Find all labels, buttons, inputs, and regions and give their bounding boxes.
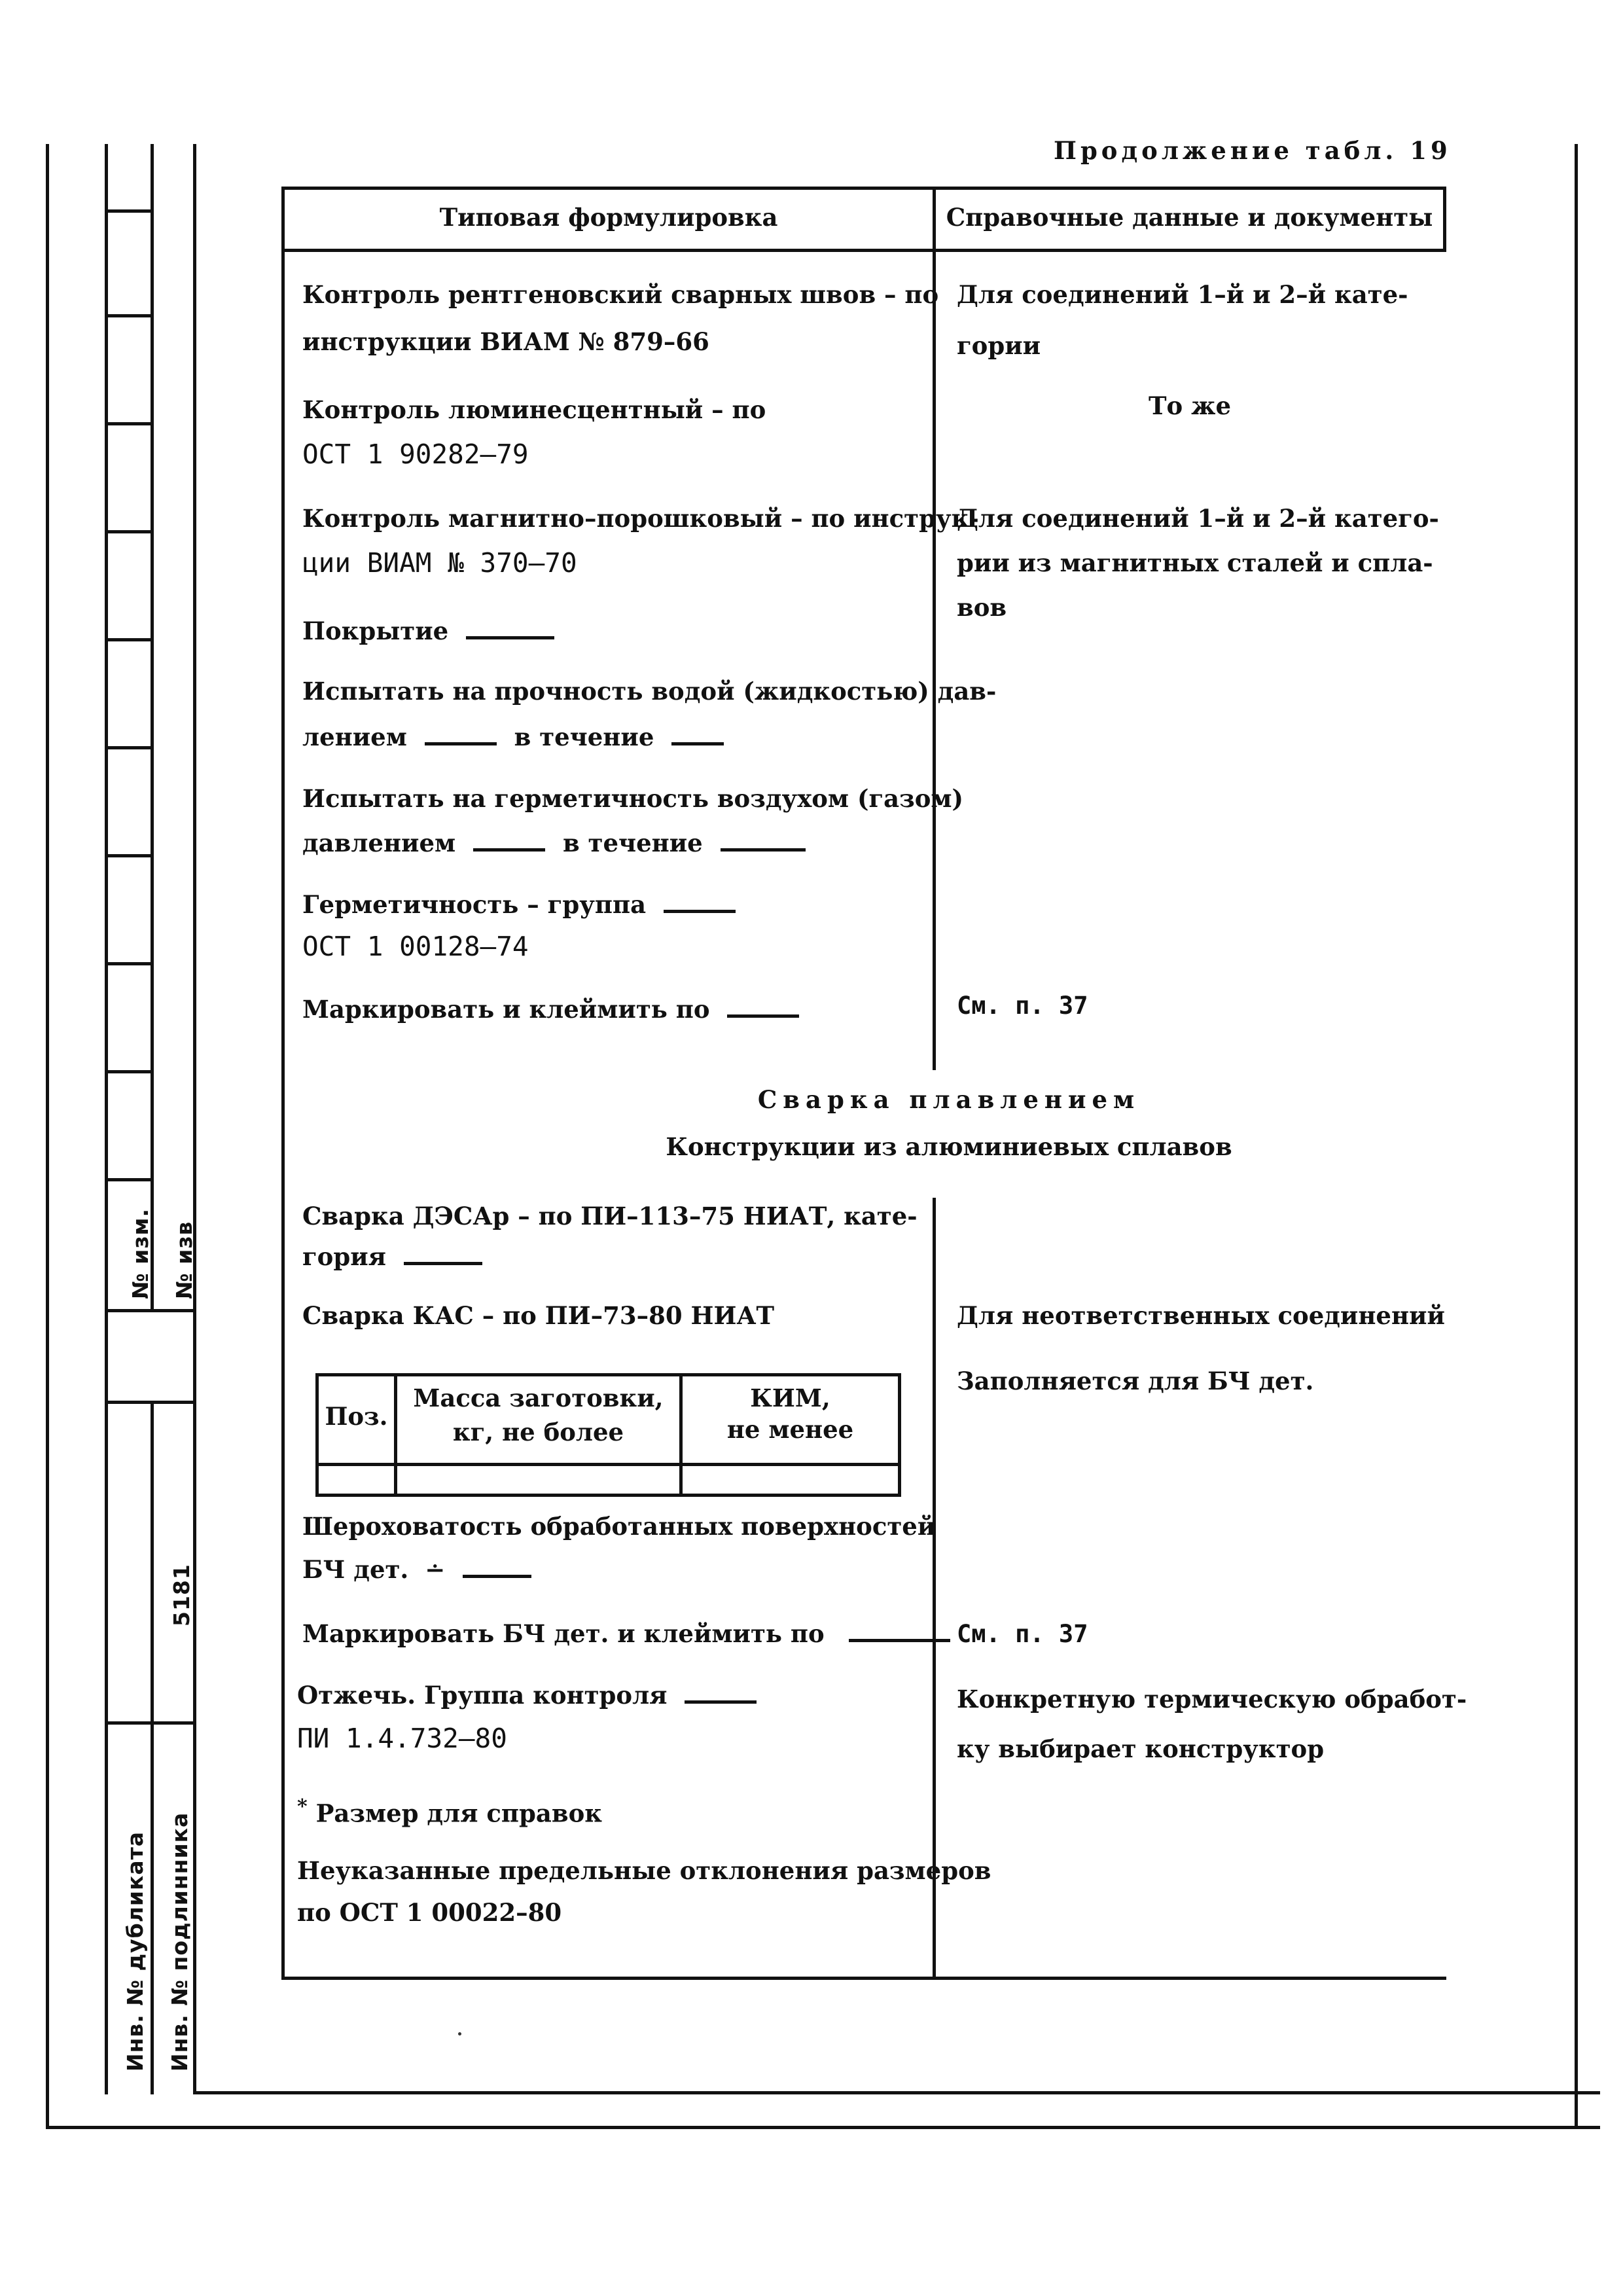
r8-text: Маркировать и клеймить по: [302, 995, 710, 1024]
r13-text: Отжечь. Группа контроля: [297, 1681, 668, 1710]
r5-text-b: в течение: [514, 723, 654, 751]
r1-line2: [302, 329, 709, 355]
r12-line1: [302, 1621, 950, 1647]
table-bottom-line: [281, 1977, 1446, 1980]
r2-ref: То же: [1149, 391, 1231, 420]
margin-divider: [105, 854, 154, 857]
r7-line1: [302, 891, 736, 918]
section-subtitle: Конструкции из алюминиевых сплавов: [666, 1132, 1232, 1161]
table-col-divider: [933, 187, 936, 1070]
r2-line2: ОСТ 1 90282–79: [302, 439, 529, 470]
frame-bottom-line: [193, 2091, 1600, 2094]
mass-table-bottom: [315, 1494, 901, 1497]
margin-label-inv-dubl: Инв. № дубликата: [122, 1831, 148, 2072]
stray-dot: [458, 2032, 461, 2036]
r1-ref2: гории: [957, 331, 1041, 360]
margin-label-izv: № изв: [171, 1221, 197, 1299]
r5-text-a: лением: [302, 723, 407, 751]
r9-blank: [404, 1255, 482, 1265]
r13-line2: ПИ 1.4.732–80: [297, 1723, 507, 1754]
r11-line2: [302, 1556, 531, 1583]
frame-inner-left-line: [193, 144, 196, 2094]
margin-divider: [105, 638, 154, 641]
r15-line2: [297, 1899, 562, 1926]
margin-col-line: [151, 144, 154, 1309]
margin-divider: [105, 422, 154, 425]
r6-blank-b: [721, 842, 806, 852]
r7-text: Герметичность – группа: [302, 890, 647, 919]
r10-ref: Для неответственных соединений: [957, 1301, 1445, 1330]
mass-col-pos: Поз.: [325, 1402, 388, 1431]
header-left-cell: Типовая формулировка: [439, 203, 778, 232]
margin-divider: [105, 962, 154, 965]
table-left-line: [281, 187, 285, 1980]
r11-blank: [463, 1568, 531, 1578]
margin-col-line: [105, 1296, 108, 2094]
r6-text-b: в течение: [562, 829, 703, 857]
r5-blank-a: [425, 736, 497, 745]
margin-divider: [105, 530, 154, 533]
mass-col-mass-line1: Масса заготовки,: [413, 1384, 664, 1412]
r9-line2: [302, 1244, 482, 1270]
r4-line1: [302, 618, 554, 645]
r2-line1: Контроль люминесцентный – по: [302, 395, 766, 424]
r8-ref-text: См. п. 37: [957, 992, 1088, 1020]
r3-ref2: рии из магнитных сталей и спла-: [957, 548, 1433, 577]
margin-col-line: [105, 144, 108, 1309]
margin-label-izm: № изм.: [128, 1208, 153, 1299]
r15-text: по ОСТ 1 00022–80: [297, 1898, 562, 1927]
margin-divider: [105, 1070, 154, 1073]
r8-blank: [727, 1008, 799, 1018]
r3-line1: Контроль магнитно–порошковый – по инструк-: [302, 504, 979, 533]
roughness-symbol-icon: ∸: [425, 1555, 446, 1584]
r3-ref1: Для соединений 1–й и 2–й катего-: [957, 504, 1439, 533]
table-top-line: [281, 187, 1446, 190]
r11-line1: Шероховатость обработанных поверхностей: [302, 1512, 936, 1541]
r11-text: БЧ дет.: [302, 1555, 409, 1584]
margin-divider: [105, 746, 154, 749]
mass-table-mid: [315, 1463, 901, 1466]
r12-blank: [849, 1632, 950, 1642]
r3-line2: ции ВИАМ № 370–70: [302, 547, 577, 579]
frame-right-line: [1575, 144, 1578, 2127]
r13-ref2: ку выбирает конструктор: [957, 1734, 1325, 1763]
mass-col-kim-line1: КИМ,: [750, 1384, 830, 1412]
r9-line1: [302, 1203, 918, 1230]
frame-outer-bottom-line: [46, 2126, 1600, 2129]
margin-divider: [105, 1721, 196, 1725]
r7-line2: ОСТ 1 00128–74: [302, 931, 529, 962]
r1-line1: Контроль рентгеновский сварных швов – по: [302, 280, 939, 309]
r4-text: Покрытие: [302, 617, 449, 645]
r3-ref3: вов: [957, 593, 1007, 622]
table-right-line: [1443, 187, 1446, 252]
margin-divider: [105, 314, 154, 317]
mass-col-mass-line2: кг, не более: [452, 1418, 624, 1446]
margin-col-line: [151, 1401, 154, 2094]
r5-blank-b: [671, 736, 724, 745]
r5-line2: [302, 724, 724, 751]
r14-text: Размер для справок: [315, 1799, 602, 1828]
margin-divider: [105, 1401, 196, 1404]
r15-line1: Неуказанные предельные отклонения размеров: [297, 1856, 991, 1885]
r12-ref: [957, 1621, 1088, 1648]
r12-ref-text: См. п. 37: [957, 1620, 1088, 1648]
header-right-cell: Справочные данные и документы: [946, 203, 1433, 232]
r10-line1: Сварка КАС – по ПИ–73–80 НИАТ: [302, 1301, 775, 1330]
table-header-bottom-line: [281, 249, 1446, 252]
mass-table-left: [315, 1373, 319, 1497]
margin-divider: [105, 209, 154, 213]
margin-divider: [105, 1178, 154, 1181]
r4-blank: [466, 630, 554, 639]
r13-ref1: Конкретную термическую обработ-: [957, 1685, 1467, 1713]
r8-line1: [302, 996, 799, 1023]
r9-text2: гория: [302, 1242, 387, 1271]
mass-table-ref: Заполняется для БЧ дет.: [957, 1367, 1314, 1395]
r1-line2-text: инструкции ВИАМ № 879–66: [302, 327, 709, 356]
continuation-label: Продолжение табл. 19: [1054, 136, 1452, 165]
mass-table-top: [315, 1373, 901, 1376]
r7-blank: [664, 903, 736, 913]
r6-line1: Испытать на герметичность воздухом (газом): [302, 784, 964, 813]
margin-divider: [105, 1309, 196, 1312]
margin-label-inv-podl: Инв. № подлинника: [167, 1812, 192, 2072]
r13-line1: [297, 1682, 757, 1709]
r6-blank-a: [473, 842, 545, 852]
mass-col-kim-line2: не менее: [726, 1415, 854, 1444]
r12-text: Маркировать БЧ дет. и клеймить по: [302, 1619, 825, 1648]
r5-line1: Испытать на прочность водой (жидкостью) дав-: [302, 677, 997, 706]
mass-table-right: [898, 1373, 901, 1497]
r14-mark: *: [297, 1795, 308, 1818]
r14-line1: [297, 1796, 602, 1827]
r9-text: Сварка ДЭСАр – по ПИ–113–75 НИАТ, кате-: [302, 1202, 918, 1230]
r8-ref: [957, 992, 1088, 1020]
r6-text-a: давлением: [302, 829, 456, 857]
section-title: Сварка плавлением: [757, 1085, 1141, 1114]
margin-label-number: 5181: [169, 1564, 194, 1626]
r1-ref1: Для соединений 1–й и 2–й кате-: [957, 280, 1408, 309]
r13-blank: [685, 1694, 757, 1704]
frame-left-line: [46, 144, 49, 2127]
r6-line2: [302, 830, 806, 857]
